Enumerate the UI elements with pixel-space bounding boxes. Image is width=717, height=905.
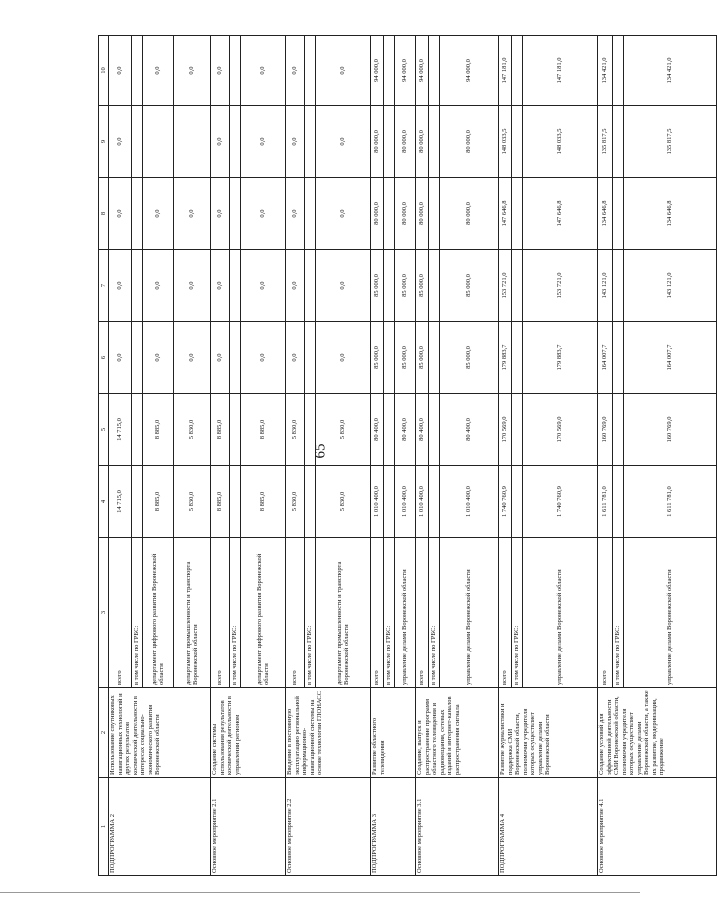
amount-cell: 0,0 — [316, 250, 371, 322]
amount-cell: 1 611 781,0 — [598, 466, 613, 538]
amount-cell: 8 885,0 — [143, 394, 174, 466]
funding-source-cell: всего — [286, 538, 305, 688]
amount-cell — [230, 178, 241, 250]
amount-cell — [230, 322, 241, 394]
program-type-cell: ПОДПРОГРАММА 4 — [499, 778, 598, 876]
header-cell: 8 — [99, 178, 109, 250]
amount-cell: 14 715,0 — [109, 466, 132, 538]
header-cell: 5 — [99, 394, 109, 466]
amount-cell — [132, 322, 143, 394]
amount-cell: 0,0 — [109, 106, 132, 178]
amount-cell — [132, 466, 143, 538]
header-cell: 2 — [99, 688, 109, 778]
amount-cell: 143 121,0 — [624, 250, 717, 322]
amount-cell — [132, 106, 143, 178]
program-name-cell: Развитие журналистики и поддержка СМИ Воронежской области, полномочия учредителя которых осуществляет управление делами Воронежской области — [499, 688, 598, 778]
funding-source-cell: управление делами Воронежской области — [440, 538, 499, 688]
table-row — [286, 36, 305, 876]
amount-cell — [512, 250, 523, 322]
amount-cell — [132, 250, 143, 322]
header-cell: 4 — [99, 466, 109, 538]
amount-cell: 85 000,0 — [395, 250, 416, 322]
amount-cell — [305, 250, 316, 322]
amount-cell: 0,0 — [286, 106, 305, 178]
program-name-cell: Использование спутниковых навигационных технологий и других результатов космической деятельности в интересах социально-экономического развития Воронежской области — [109, 688, 211, 778]
amount-cell: 94 000,0 — [416, 36, 429, 106]
amount-cell: 94 000,0 — [371, 36, 384, 106]
amount-cell: 1 010 400,0 — [395, 466, 416, 538]
program-name-cell: Создание, выпуск и распространение программ областного телевидения и радиовещания, сетевых изданий и интернет-каналов распространения сигнала — [416, 688, 499, 778]
amount-cell — [305, 322, 316, 394]
program-name-cell: Создание системы использования результатов космической деятельности в управлении регионом — [211, 688, 286, 778]
amount-cell — [613, 394, 624, 466]
amount-cell — [384, 250, 395, 322]
amount-cell: 0,0 — [109, 36, 132, 106]
amount-cell: 147 646,8 — [523, 178, 598, 250]
amount-cell: 0,0 — [286, 250, 305, 322]
amount-cell: 8 885,0 — [211, 466, 230, 538]
header-cell: 10 — [99, 36, 109, 106]
amount-cell: 143 121,0 — [598, 250, 613, 322]
program-type-cell: Основное мероприятие 2.2 — [286, 778, 371, 876]
program-type-cell: Основное мероприятие 2.1 — [211, 778, 286, 876]
amount-cell: 5 830,0 — [286, 394, 305, 466]
funding-source-cell: департамент промышленности и транспорта Воронежской области — [316, 538, 371, 688]
amount-cell — [132, 178, 143, 250]
amount-cell: 80 400,0 — [440, 394, 499, 466]
amount-cell — [429, 178, 440, 250]
amount-cell: 5 830,0 — [316, 466, 371, 538]
amount-cell: 0,0 — [241, 36, 286, 106]
amount-cell: 8 885,0 — [143, 466, 174, 538]
amount-cell: 164 007,7 — [598, 322, 613, 394]
amount-cell: 80 000,0 — [395, 178, 416, 250]
funding-source-cell: управление делами Воронежской области — [395, 538, 416, 688]
amount-cell — [429, 250, 440, 322]
funding-source-cell: в том числе по ГРБС: — [613, 538, 624, 688]
table-row — [598, 36, 613, 876]
header-cell: 6 — [99, 322, 109, 394]
amount-cell — [305, 106, 316, 178]
amount-cell: 134 646,8 — [598, 178, 613, 250]
amount-cell: 1 740 760,9 — [499, 466, 512, 538]
amount-cell: 0,0 — [174, 250, 211, 322]
amount-cell: 8 885,0 — [241, 466, 286, 538]
funding-source-cell: всего — [416, 538, 429, 688]
amount-cell: 0,0 — [211, 322, 230, 394]
amount-cell: 179 883,7 — [499, 322, 512, 394]
amount-cell: 0,0 — [241, 322, 286, 394]
funding-source-cell: в том числе по ГРБС: — [132, 538, 143, 688]
amount-cell — [384, 106, 395, 178]
amount-cell: 5 830,0 — [174, 394, 211, 466]
funding-source-cell: в том числе по ГРБС: — [305, 538, 316, 688]
amount-cell: 5 830,0 — [174, 466, 211, 538]
program-type-cell: ПОДПРОГРАММА 2 — [109, 778, 211, 876]
header-cell: 9 — [99, 106, 109, 178]
amount-cell: 1 010 400,0 — [371, 466, 384, 538]
amount-cell — [230, 36, 241, 106]
funding-source-cell: в том числе по ГРБС: — [429, 538, 440, 688]
amount-cell: 0,0 — [143, 178, 174, 250]
amount-cell: 160 769,0 — [598, 394, 613, 466]
amount-cell — [132, 394, 143, 466]
program-name-cell: Создание условий для эффективной деятельности СМИ Воронежской области, полномочия учредителя которых осуществляет управление делами Воронежской области, а также их развитие, модернизация, продвижение — [598, 688, 717, 778]
amount-cell: 0,0 — [316, 178, 371, 250]
funding-source-cell: департамент промышленности и транспорта Воронежской области — [174, 538, 211, 688]
funding-source-cell: всего — [371, 538, 384, 688]
amount-cell: 134 421,0 — [624, 36, 717, 106]
amount-cell: 134 646,8 — [624, 178, 717, 250]
table-body — [109, 36, 717, 876]
table-row — [416, 36, 429, 876]
amount-cell: 0,0 — [286, 36, 305, 106]
amount-cell — [613, 466, 624, 538]
amount-cell: 5 830,0 — [286, 466, 305, 538]
amount-cell: 94 000,0 — [395, 36, 416, 106]
amount-cell — [512, 178, 523, 250]
program-name-cell: Введение в постоянную эксплуатацию региональной информационно-навигационной системы на основе технологии ГЛОНАСС — [286, 688, 371, 778]
table-row — [109, 36, 132, 876]
amount-cell — [230, 394, 241, 466]
amount-cell: 0,0 — [143, 36, 174, 106]
funding-source-cell: департамент цифрового развития Воронежской области — [143, 538, 174, 688]
amount-cell: 148 033,5 — [499, 106, 512, 178]
amount-cell: 80 000,0 — [440, 106, 499, 178]
funding-source-cell: всего — [109, 538, 132, 688]
funding-source-cell: в том числе по ГРБС: — [512, 538, 523, 688]
amount-cell — [613, 36, 624, 106]
header-cell: 3 — [99, 538, 109, 688]
funding-source-cell: всего — [211, 538, 230, 688]
amount-cell: 5 830,0 — [316, 394, 371, 466]
amount-cell: 0,0 — [211, 178, 230, 250]
program-type-cell: Основное мероприятие 4.1 — [598, 778, 717, 876]
amount-cell: 85 000,0 — [371, 250, 384, 322]
amount-cell: 85 000,0 — [371, 322, 384, 394]
amount-cell: 153 721,0 — [499, 250, 512, 322]
amount-cell — [132, 36, 143, 106]
amount-cell — [429, 466, 440, 538]
funding-source-cell: всего — [598, 538, 613, 688]
amount-cell: 80 400,0 — [416, 394, 429, 466]
amount-cell: 0,0 — [109, 250, 132, 322]
amount-cell — [384, 322, 395, 394]
amount-cell: 80 000,0 — [416, 178, 429, 250]
amount-cell: 94 000,0 — [440, 36, 499, 106]
amount-cell — [230, 106, 241, 178]
table-row — [499, 36, 512, 876]
amount-cell: 85 000,0 — [440, 250, 499, 322]
amount-cell — [305, 36, 316, 106]
page-number: 65 — [312, 443, 328, 459]
amount-cell — [305, 178, 316, 250]
amount-cell: 1 740 760,9 — [523, 466, 598, 538]
amount-cell — [174, 106, 211, 178]
amount-cell: 0,0 — [316, 322, 371, 394]
amount-cell: 1 611 781,0 — [624, 466, 717, 538]
amount-cell: 80 000,0 — [371, 106, 384, 178]
table-row — [211, 36, 230, 876]
amount-cell: 85 000,0 — [416, 250, 429, 322]
amount-cell: 0,0 — [241, 178, 286, 250]
amount-cell — [613, 322, 624, 394]
amount-cell — [512, 36, 523, 106]
rotated-table-area — [98, 36, 674, 876]
amount-cell: 170 569,0 — [499, 394, 512, 466]
amount-cell: 80 000,0 — [440, 178, 499, 250]
amount-cell: 0,0 — [174, 322, 211, 394]
amount-cell: 147 181,0 — [499, 36, 512, 106]
amount-cell — [384, 178, 395, 250]
amount-cell: 0,0 — [174, 178, 211, 250]
amount-cell: 160 769,0 — [624, 394, 717, 466]
amount-cell: 134 421,0 — [598, 36, 613, 106]
header-cell: 1 — [99, 778, 109, 876]
amount-cell: 1 010 400,0 — [440, 466, 499, 538]
amount-cell: 135 817,5 — [598, 106, 613, 178]
amount-cell — [429, 106, 440, 178]
amount-cell: 85 000,0 — [440, 322, 499, 394]
funding-source-cell: всего — [499, 538, 512, 688]
funding-source-cell: в том числе по ГРБС: — [230, 538, 241, 688]
amount-cell: 148 033,5 — [523, 106, 598, 178]
footer-divider — [0, 892, 640, 893]
program-type-cell: ПОДПРОГРАММА 3 — [371, 778, 416, 876]
amount-cell: 80 000,0 — [416, 106, 429, 178]
amount-cell: 0,0 — [241, 250, 286, 322]
table-row — [371, 36, 384, 876]
amount-cell: 1 010 400,0 — [416, 466, 429, 538]
amount-cell — [613, 250, 624, 322]
amount-cell — [512, 106, 523, 178]
amount-cell: 135 817,5 — [624, 106, 717, 178]
amount-cell: 0,0 — [286, 322, 305, 394]
amount-cell: 0,0 — [211, 106, 230, 178]
amount-cell: 80 000,0 — [371, 178, 384, 250]
amount-cell — [384, 394, 395, 466]
amount-cell: 147 181,0 — [523, 36, 598, 106]
amount-cell — [429, 394, 440, 466]
funding-source-cell: управление делами Воронежской области — [523, 538, 598, 688]
amount-cell: 0,0 — [211, 250, 230, 322]
amount-cell: 8 885,0 — [211, 394, 230, 466]
funding-source-cell: в том числе по ГРБС: — [384, 538, 395, 688]
funding-source-cell: управление делами Воронежской области — [624, 538, 717, 688]
budget-table — [98, 35, 717, 876]
amount-cell: 0,0 — [241, 106, 286, 178]
amount-cell — [230, 250, 241, 322]
amount-cell: 0,0 — [174, 36, 211, 106]
header-row — [99, 36, 109, 876]
amount-cell — [384, 466, 395, 538]
amount-cell — [429, 36, 440, 106]
amount-cell: 85 000,0 — [395, 322, 416, 394]
amount-cell — [143, 106, 174, 178]
amount-cell: 0,0 — [143, 250, 174, 322]
amount-cell: 8 885,0 — [241, 394, 286, 466]
amount-cell: 0,0 — [316, 106, 371, 178]
amount-cell: 164 007,7 — [624, 322, 717, 394]
amount-cell: 179 883,7 — [523, 322, 598, 394]
amount-cell — [613, 178, 624, 250]
amount-cell — [305, 394, 316, 466]
amount-cell — [613, 106, 624, 178]
funding-source-cell: департамент цифрового развития Воронежской области — [241, 538, 286, 688]
amount-cell: 80 400,0 — [371, 394, 384, 466]
amount-cell — [512, 466, 523, 538]
amount-cell: 0,0 — [316, 36, 371, 106]
amount-cell — [512, 322, 523, 394]
amount-cell — [429, 322, 440, 394]
header-cell: 7 — [99, 250, 109, 322]
amount-cell: 153 721,0 — [523, 250, 598, 322]
amount-cell: 170 569,0 — [523, 394, 598, 466]
amount-cell: 0,0 — [211, 36, 230, 106]
amount-cell — [384, 36, 395, 106]
amount-cell: 80 000,0 — [395, 106, 416, 178]
amount-cell — [512, 394, 523, 466]
amount-cell: 0,0 — [109, 178, 132, 250]
amount-cell: 14 715,0 — [109, 394, 132, 466]
amount-cell: 0,0 — [143, 322, 174, 394]
amount-cell — [305, 466, 316, 538]
amount-cell: 147 646,8 — [499, 178, 512, 250]
amount-cell: 0,0 — [286, 178, 305, 250]
program-name-cell: Развитие областного телевидения — [371, 688, 416, 778]
amount-cell: 85 000,0 — [416, 322, 429, 394]
amount-cell: 0,0 — [109, 322, 132, 394]
amount-cell — [230, 466, 241, 538]
amount-cell: 80 400,0 — [395, 394, 416, 466]
program-type-cell: Основное мероприятие 3.1 — [416, 778, 499, 876]
